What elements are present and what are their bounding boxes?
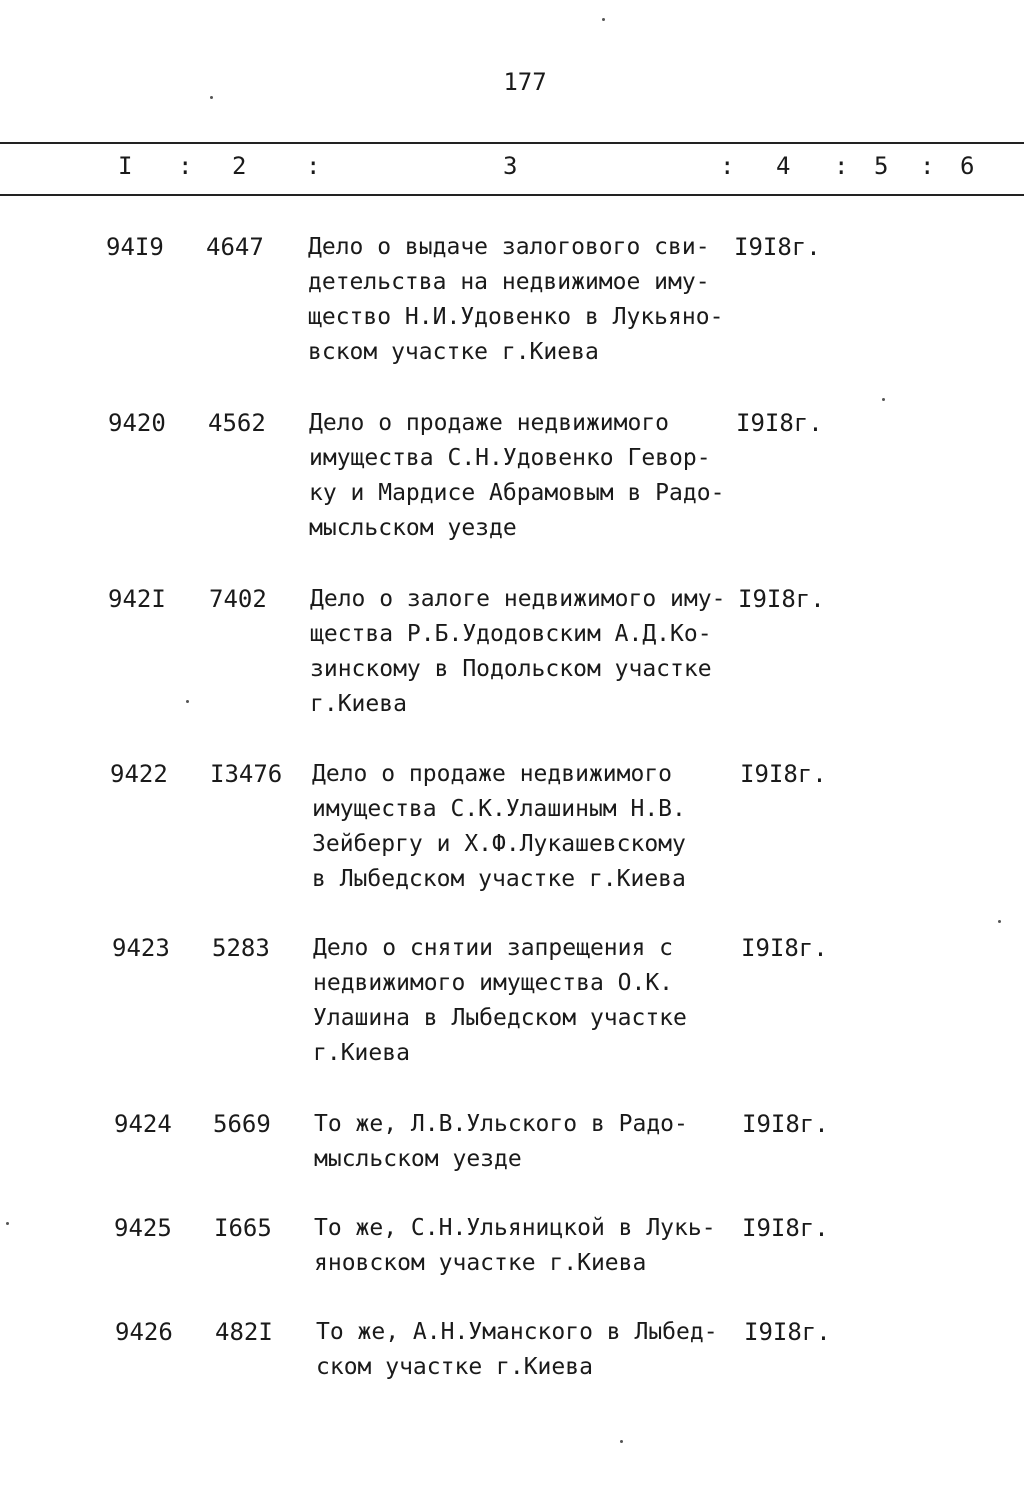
file-title: Дело о снятии запрещения с недвижимого имущества О.К. Улашина в Лыбедском участке г.Киева: [313, 935, 687, 1066]
old-file-number: 4647: [206, 233, 264, 261]
inventory-number: 942I: [108, 585, 166, 613]
inventory-number: 9425: [114, 1214, 172, 1242]
inventory-number: 94I9: [106, 233, 164, 261]
column-header-5: 5: [874, 152, 889, 180]
old-file-number: 4562: [208, 409, 266, 437]
file-title: Дело о продаже недвижимого имущества С.К.Улашиным Н.В. Зейбергу и Х.Ф.Лукашевскому в Лыбедском участке г.Киева: [312, 761, 686, 892]
header-top-rule: [0, 142, 1024, 144]
page-number: 177: [503, 68, 547, 96]
column-header-6: 6: [960, 152, 975, 180]
column-header-4: 4: [776, 152, 791, 180]
inventory-number: 9426: [115, 1318, 173, 1346]
column-separator-1: :: [178, 152, 193, 180]
file-date: I9I8г.: [742, 1214, 829, 1242]
inventory-number: 9423: [112, 934, 170, 962]
file-title: То же, С.Н.Ульяницкой в Лукь- яновском участке г.Киева: [314, 1215, 716, 1276]
column-header-3: 3: [503, 152, 518, 180]
old-file-number: 5669: [213, 1110, 271, 1138]
scan-speck: [6, 1222, 9, 1225]
scan-speck: [620, 1440, 623, 1443]
file-title: Дело о залоге недвижимого иму- щества Р.Б.Удодовским А.Д.Ко- зинскому в Подольском участке г.Киева: [310, 586, 726, 717]
file-date: I9I8г.: [734, 233, 821, 261]
inventory-number: 9420: [108, 409, 166, 437]
file-title: То же, Л.В.Ульского в Радо- мысльском уезде: [314, 1111, 688, 1172]
header-bottom-rule: [0, 194, 1024, 196]
file-date: I9I8г.: [740, 760, 827, 788]
file-date: I9I8г.: [741, 934, 828, 962]
old-file-number: I3476: [210, 760, 283, 788]
column-header-2: 2: [232, 152, 247, 180]
column-separator-5: :: [920, 152, 935, 180]
old-file-number: 482I: [215, 1318, 273, 1346]
file-title: Дело о выдаче залогового сви- детельства на недвижимое иму- щество Н.И.Удовенко в Лукьяно- вском участке г.Киева: [308, 234, 724, 365]
inventory-number: 9424: [114, 1110, 172, 1138]
column-separator-4: :: [834, 152, 849, 180]
file-title: То же, А.Н.Уманского в Лыбед- ском участке г.Киева: [316, 1319, 718, 1380]
old-file-number: I665: [214, 1214, 272, 1242]
scan-speck: [998, 920, 1001, 923]
column-header-1: I: [118, 152, 133, 180]
old-file-number: 7402: [209, 585, 267, 613]
file-date: I9I8г.: [736, 409, 823, 437]
scan-speck: [210, 96, 213, 99]
file-date: I9I8г.: [742, 1110, 829, 1138]
file-date: I9I8г.: [738, 585, 825, 613]
file-date: I9I8г.: [744, 1318, 831, 1346]
scan-speck: [882, 398, 885, 401]
scan-speck: [602, 18, 605, 21]
column-separator-2: :: [306, 152, 321, 180]
inventory-number: 9422: [110, 760, 168, 788]
column-separator-3: :: [720, 152, 735, 180]
old-file-number: 5283: [212, 934, 270, 962]
scan-speck: [186, 700, 189, 703]
file-title: Дело о продаже недвижимого имущества С.Н.Удовенко Гевор- ку и Мардисе Абрамовым в Радо- мысльском уезде: [309, 410, 725, 541]
